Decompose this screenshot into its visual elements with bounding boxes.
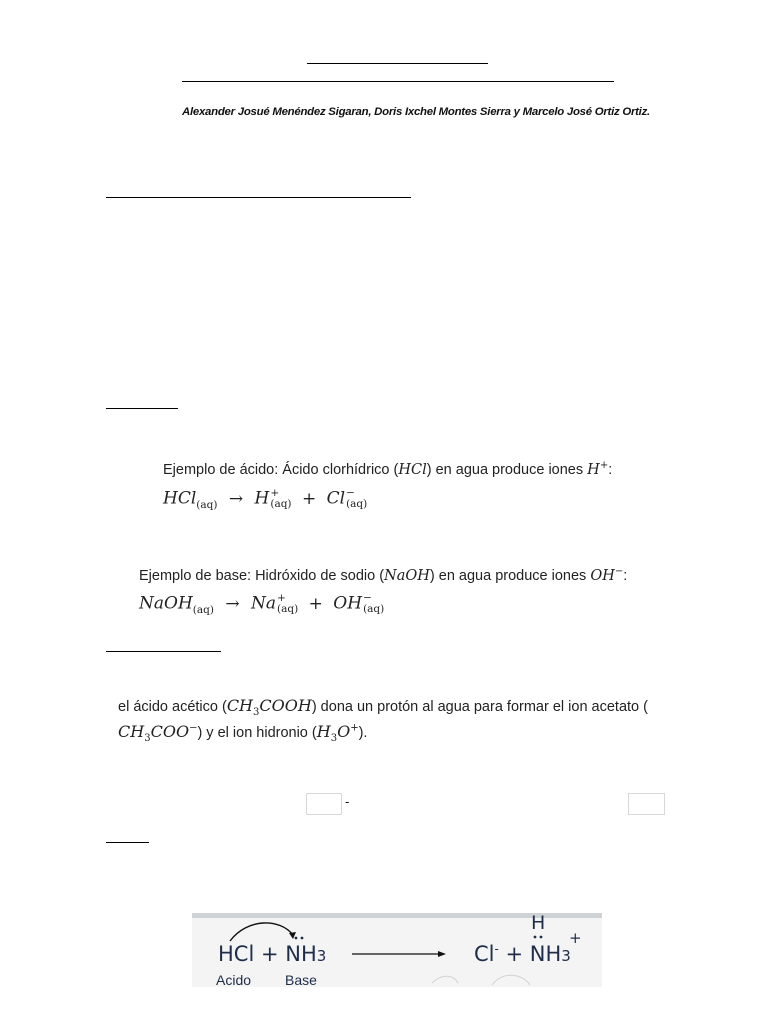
acetic-line-2: $CH_3COO^-$) y el ion hidronio $(H_3O^+)$. — [118, 722, 368, 745]
section-underline-4 — [106, 842, 149, 843]
base-equation: NaOH$_{(aq)}$ → Na + (aq) + OH − (aq) — [139, 592, 385, 616]
proton-transfer-arrow — [230, 923, 293, 941]
authors-line: Alexander Josué Menéndez Sigaran, Doris Ixchel Montes Sierra y Marcelo José Ortiz Ortiz. — [182, 106, 650, 118]
subtitle-underline — [182, 81, 614, 82]
paper-marks — [432, 975, 530, 985]
ammonium-top-h: H — [531, 912, 546, 934]
base-label: Base — [285, 972, 317, 988]
dash-text: - — [345, 794, 350, 809]
reaction-arrow-head — [438, 951, 446, 957]
acetic-line-1: el ácido acético $(CH_3COOH)$ dona un protón al agua para formar el ion acetato ( — [118, 696, 648, 719]
section-underline-1 — [106, 197, 411, 198]
reaction-left-side: HCl + NH3 — [218, 942, 327, 966]
ammonium-charge: + — [569, 929, 582, 947]
title-underline — [307, 63, 488, 64]
section-underline-3 — [106, 651, 221, 652]
base-example-label: Ejemplo de base: Hidróxido de sodio (NaOH) en agua produce iones OH−: — [139, 566, 628, 584]
acid-example-label: Ejemplo de ácido: Ácido clorhídrico (HCl) en agua produce iones H+: — [163, 460, 613, 478]
nh3-lone-pair-dot-1 — [295, 937, 298, 940]
placeholder-box-left — [306, 793, 342, 815]
reaction-diagram — [192, 913, 602, 987]
placeholder-box-right — [628, 793, 665, 815]
acid-equation: HCl$_{(aq)}$ → H + (aq) + Cl − (aq) — [163, 487, 368, 511]
nh3-lone-pair-dot-2 — [301, 937, 304, 940]
nh4-lone-pair-dot-1 — [534, 936, 537, 939]
section-underline-2 — [106, 408, 178, 409]
reaction-right-side: Cl- + NH3 — [474, 942, 571, 966]
acid-label: Acido — [216, 972, 252, 988]
nh4-lone-pair-dot-2 — [540, 936, 543, 939]
